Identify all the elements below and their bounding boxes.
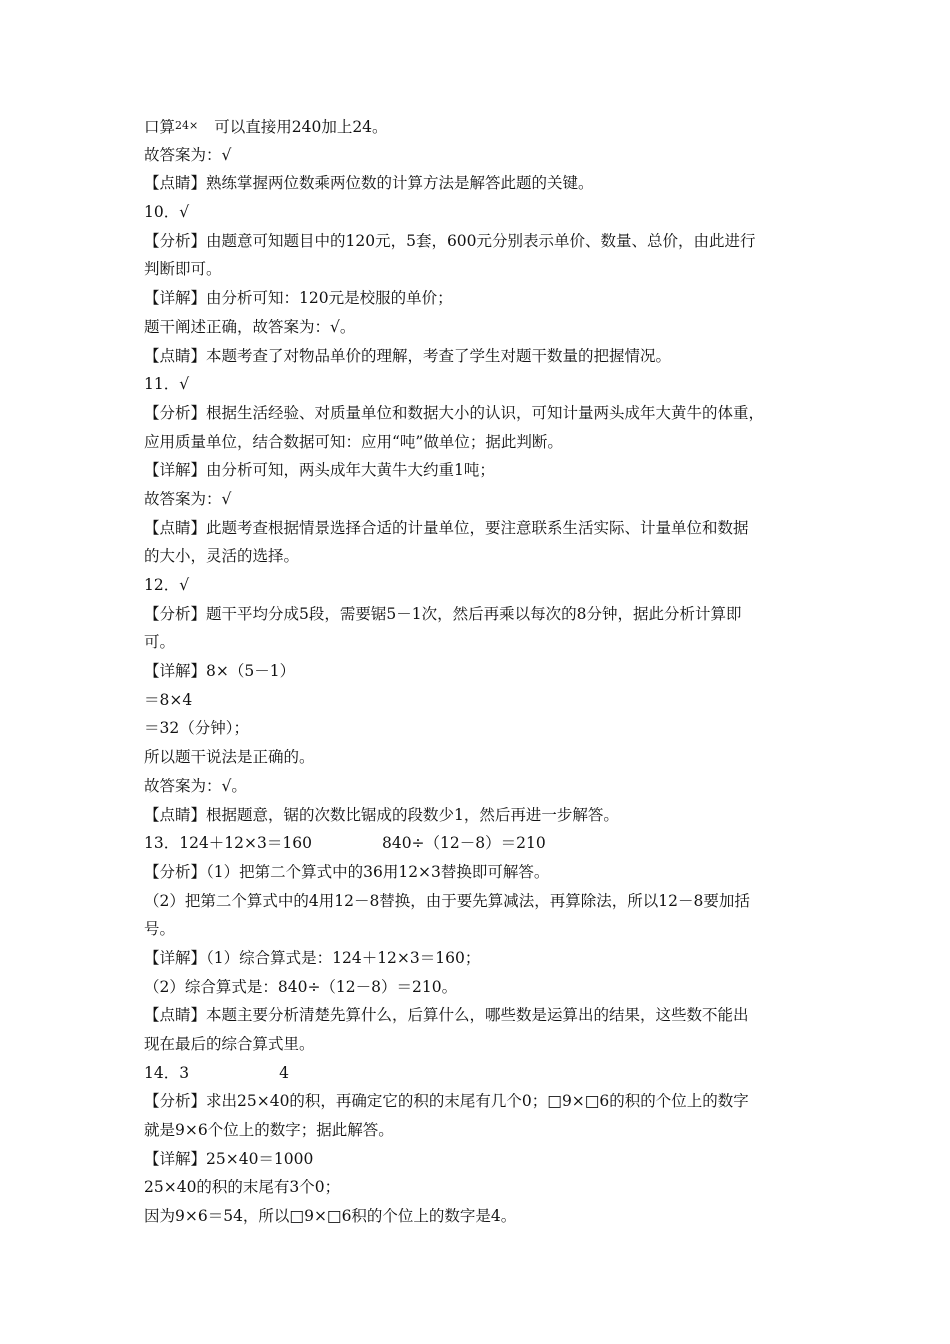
answer-fragment: 13．124＋12×3＝160 (144, 834, 312, 853)
analysis-line: （2）把第二个算式中的4用12－8替换，由于要先算减法，再算除法，所以12－8要加括 (144, 891, 750, 910)
analysis-line: 判断即可。 (144, 260, 222, 279)
detail-line: 因为9×6＝54，所以□9×□6积的个位上的数字是4。 (144, 1207, 517, 1226)
analysis-line: 【分析】求出25×40的积，再确定它的积的末尾有几个0；□9×□6的积的个位上的数字 (144, 1092, 749, 1111)
analysis-line: 可。 (144, 633, 176, 652)
answer-line: 题干阐述正确，故答案为：√。 (144, 317, 356, 336)
text-fragment: 口算 (144, 118, 176, 136)
answer-line: 故答案为：√。 (144, 776, 247, 795)
detail-line: 所以题干说法是正确的。 (144, 748, 315, 767)
tip-line: 【点睛】熟练掌握两位数乘两位数的计算方法是解答此题的关键。 (144, 174, 594, 193)
detail-line: 【详解】由分析可知：120元是校服的单价； (144, 289, 453, 308)
analysis-line: 【分析】根据生活经验、对质量单位和数据大小的认识，可知计量两头成年大黄牛的体重， (144, 403, 765, 422)
detail-line: 【详解】8×（5－1） (144, 662, 296, 681)
question-answer-line (144, 1059, 814, 1088)
tip-line: 【点睛】此题考查根据情景选择合适的计量单位，要注意联系生活实际、计量单位和数据 (144, 518, 749, 537)
inline-expression: 24× (175, 119, 199, 132)
analysis-line: 【分析】由题意可知题目中的120元，5套，600元分别表示单价、数量、总价，由此进行 (144, 231, 756, 250)
analysis-line: 就是9×6个位上的数字；据此解答。 (144, 1121, 394, 1140)
tip-line: 【点睛】本题主要分析清楚先算什么，后算什么，哪些数是运算出的结果，这些数不能出 (144, 1006, 749, 1025)
answer-fragment: 14．3 (144, 1063, 190, 1082)
answer-line: 故答案为：√ (144, 489, 232, 508)
detail-line: （2）综合算式是：840÷（12－8）＝210。 (144, 977, 458, 996)
analysis-line: 【分析】题干平均分成5段，需要锯5－1次，然后再乘以每次的8分钟，据此分析计算即 (144, 604, 742, 623)
detail-line: 【详解】25×40＝1000 (144, 1149, 314, 1168)
detail-line: 【详解】（1）综合算式是：124＋12×3＝160； (144, 948, 481, 967)
calculation-line: ＝32（分钟）； (144, 719, 249, 738)
answer-fragment: 840÷（12－8）＝210 (381, 834, 546, 853)
analysis-line: 应用质量单位，结合数据可知：应用“吨”做单位；据此判断。 (144, 432, 563, 451)
tip-line: 的大小，灵活的选择。 (144, 547, 300, 566)
calculation-line: ＝8×4 (144, 690, 193, 709)
question-number: 12．√ (144, 576, 190, 594)
tip-line: 【点睛】本题考查了对物品单价的理解，考查了学生对题干数量的把握情况。 (144, 346, 672, 365)
question-answer-line (144, 829, 814, 858)
question-number: 11．√ (144, 375, 190, 394)
detail-line: 【详解】由分析可知，两头成年大黄牛大约重1吨； (144, 461, 495, 480)
detail-line: 25×40的积的末尾有3个0； (144, 1178, 341, 1197)
answer-line: 故答案为：√ (144, 145, 232, 164)
tip-line: 【点睛】根据题意，锯的次数比锯成的段数少1，然后再进一步解答。 (144, 805, 619, 824)
text-line (144, 112, 814, 141)
question-number: 10．√ (144, 203, 190, 222)
text-fragment: 可以直接用240加上24。 (214, 118, 388, 136)
analysis-line: 号。 (144, 920, 176, 939)
analysis-line: 【分析】（1）把第二个算式中的36用12×3替换即可解答。 (144, 862, 550, 881)
document-body (144, 112, 814, 1231)
tip-line: 现在最后的综合算式里。 (144, 1035, 315, 1053)
answer-fragment: 4 (279, 1063, 289, 1082)
